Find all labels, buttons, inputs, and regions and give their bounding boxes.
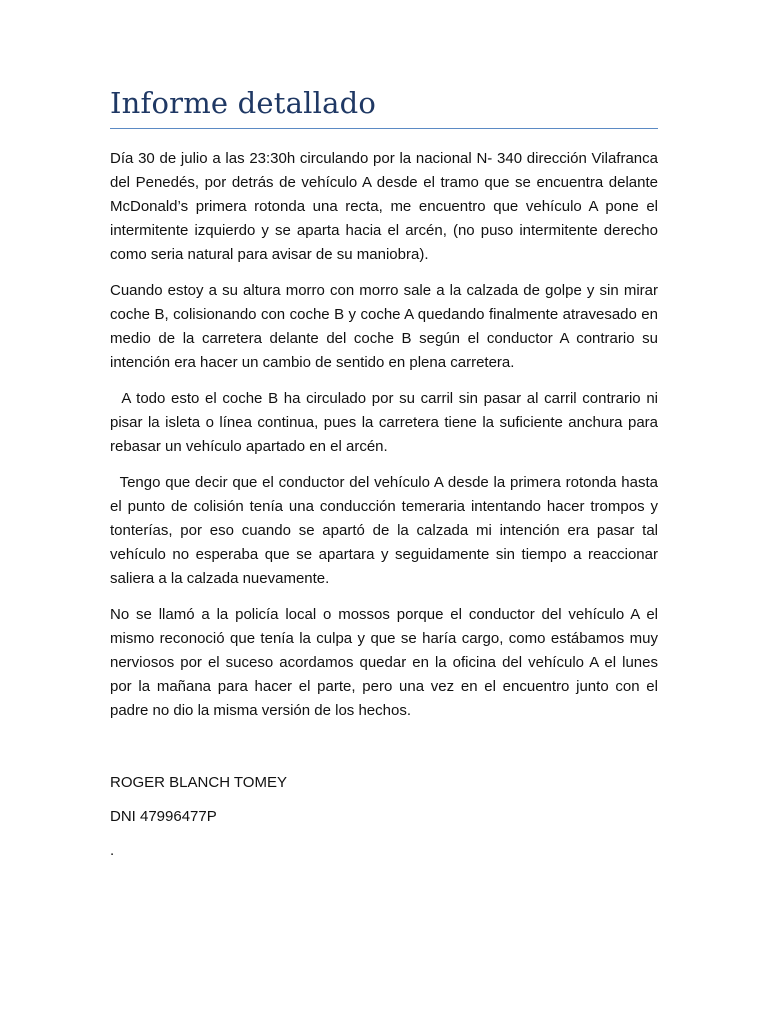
signature-dni: DNI 47996477P	[110, 808, 217, 825]
paragraph-2: Cuando estoy a su altura morro con morro sale a la calzada de golpe y sin mirar coche B, colisionando con coche B y coche A quedando finalmente atravesado en medio de la carretera delante del coche B según el conductor A contrario su intención era hacer un cambio de sentido en plena carretera.	[110, 282, 658, 371]
title-underline	[110, 128, 658, 129]
paragraph-3: A todo esto el coche B ha circulado por su carril sin pasar al carril contrario ni pisar la isleta o línea continua, pues la carretera tiene la suficiente anchura para rebasar un vehículo apartado en el arcén.	[110, 390, 663, 455]
signature-name: ROGER BLANCH TOMEY	[110, 774, 287, 791]
paragraph-1: Día 30 de julio a las 23:30h circulando por la nacional N- 340 dirección Vilafranca del Penedés, por detrás de vehículo A desde el tramo que se encuentra delante McDonald’s primera rotonda una recta, me encuentro que vehículo A pone el intermitente izquierdo y se aparta hacia el arcén, (no puso intermitente derecho como seria natural para avisar de su maniobra).	[110, 150, 658, 263]
document-page	[110, 84, 663, 861]
trailing-dot: .	[110, 842, 115, 859]
paragraph-5: No se llamó a la policía local o mossos porque el conductor del vehículo A el mismo reconoció que tenía la culpa y que se haría cargo, como estábamos muy nerviosos por el suceso acordamos quedar en la oficina del vehículo A el lunes por la mañana para hacer el parte, pero una vez en el encuentro junto con el padre no dio la misma versión de los hechos.	[110, 606, 658, 719]
document-title: Informe detallado	[110, 86, 377, 120]
paragraph-4: Tengo que decir que el conductor del vehículo A desde la primera rotonda hasta el punto de colisión tenía una conducción temeraria intentando hacer trompos y tonterías, por eso cuando se apartó de la calzada mi intención era pasar tal vehículo no esperaba que se apartara y seguidamente sin tiempo a reaccionar saliera a la calzada nuevamente.	[110, 474, 663, 587]
